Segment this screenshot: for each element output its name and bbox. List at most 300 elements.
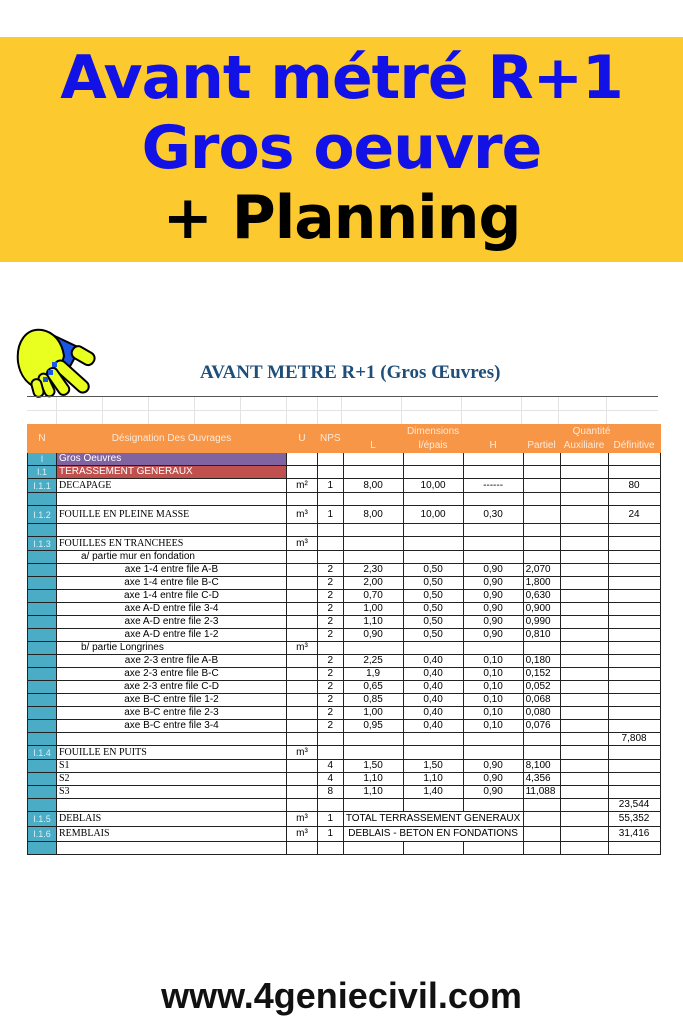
- cell-number: [28, 786, 57, 799]
- grid-line: [240, 397, 241, 424]
- cell-designation: TERASSEMENT GENERAUX: [57, 466, 287, 479]
- cell-width: 10,00: [403, 479, 463, 493]
- cell-definitive: [608, 681, 660, 694]
- cell-partiel: 0,152: [523, 668, 560, 681]
- cell-number: I.1.2: [28, 506, 57, 524]
- cell-length: [343, 453, 403, 466]
- grid-line: [461, 397, 462, 424]
- cell-auxiliaire: [560, 733, 608, 746]
- cell-nps: 2: [318, 681, 344, 694]
- cell-auxiliaire: [560, 681, 608, 694]
- cell-number: [28, 694, 57, 707]
- cell-number: I.1.4: [28, 746, 57, 760]
- cell-definitive: [608, 629, 660, 642]
- cell-partiel: [523, 733, 560, 746]
- cell-definitive: [608, 746, 660, 760]
- cell-designation: [57, 733, 287, 746]
- cell-nps: [318, 733, 344, 746]
- cell-definitive: 55,352: [608, 812, 660, 827]
- grid-line: [521, 397, 522, 424]
- table-row: [28, 842, 661, 855]
- sheet-title: AVANT METRE R+1 (Gros Œuvres): [200, 362, 501, 383]
- cell-height: ------: [463, 479, 523, 493]
- cell-partiel: 0,990: [523, 616, 560, 629]
- cell-length: 1,10: [343, 616, 403, 629]
- cell-designation: Gros Oeuvres: [57, 453, 287, 466]
- cell-definitive: [608, 616, 660, 629]
- cell-auxiliaire: [560, 493, 608, 506]
- cell-width: 0,50: [403, 629, 463, 642]
- cell-designation: [57, 524, 287, 537]
- cell-height: 0,90: [463, 577, 523, 590]
- cell-height: [463, 746, 523, 760]
- cell-definitive: [608, 760, 660, 773]
- cell-unit: [287, 799, 318, 812]
- cell-number: [28, 590, 57, 603]
- cell-width: [403, 642, 463, 655]
- cell-partiel: [523, 812, 560, 827]
- grid-line: [286, 397, 287, 424]
- metre-table: [27, 424, 661, 855]
- cell-nps: 1: [318, 506, 344, 524]
- cell-number: I: [28, 453, 57, 466]
- cell-auxiliaire: [560, 506, 608, 524]
- cell-number: [28, 524, 57, 537]
- cell-width: 0,50: [403, 564, 463, 577]
- cell-nps: [318, 524, 344, 537]
- cell-unit: [287, 694, 318, 707]
- cell-auxiliaire: [560, 707, 608, 720]
- cell-width: 0,40: [403, 681, 463, 694]
- cell-definitive: [608, 707, 660, 720]
- cell-unit: [287, 681, 318, 694]
- cell-unit: [287, 603, 318, 616]
- cell-designation: [57, 799, 287, 812]
- banner-title-line2: Gros oeuvre: [141, 113, 542, 183]
- cell-designation: axe A-D entre file 3-4: [57, 603, 287, 616]
- cell-height: 0,90: [463, 760, 523, 773]
- cell-unit: [287, 524, 318, 537]
- cell-height: 0,90: [463, 603, 523, 616]
- cell-number: [28, 733, 57, 746]
- table-row: [28, 812, 661, 827]
- table-row: [28, 668, 661, 681]
- cell-designation: axe A-D entre file 1-2: [57, 629, 287, 642]
- table-row: [28, 773, 661, 786]
- grid-line: [148, 397, 149, 424]
- table-row: [28, 655, 661, 668]
- cell-width: [403, 733, 463, 746]
- table-row: [28, 827, 661, 842]
- cell-number: [28, 773, 57, 786]
- header-definitive: Définitive: [608, 439, 660, 453]
- cell-width: 0,40: [403, 694, 463, 707]
- cell-number: [28, 681, 57, 694]
- cell-designation: axe B-C entre file 3-4: [57, 720, 287, 733]
- cell-nps: 2: [318, 707, 344, 720]
- cell-auxiliaire: [560, 786, 608, 799]
- cell-height: [463, 537, 523, 551]
- cell-height: [463, 524, 523, 537]
- grid-line: [317, 397, 318, 424]
- table-row: [28, 629, 661, 642]
- table-row: [28, 746, 661, 760]
- cell-length: [343, 799, 403, 812]
- table-row: [28, 453, 661, 466]
- cell-nps: 2: [318, 577, 344, 590]
- cell-auxiliaire: [560, 479, 608, 493]
- cell-height: [463, 842, 523, 855]
- cell-height: [463, 493, 523, 506]
- cell-definitive: 31,416: [608, 827, 660, 842]
- cell-designation: axe B-C entre file 2-3: [57, 707, 287, 720]
- cell-auxiliaire: [560, 827, 608, 842]
- cell-width: 1,10: [403, 773, 463, 786]
- cell-partiel: 0,052: [523, 681, 560, 694]
- cell-nps: [318, 537, 344, 551]
- table-row: [28, 577, 661, 590]
- cell-length: 0,90: [343, 629, 403, 642]
- cell-length: 2,25: [343, 655, 403, 668]
- cell-number: I.1.6: [28, 827, 57, 842]
- cell-partiel: 0,900: [523, 603, 560, 616]
- cell-height: 0,90: [463, 786, 523, 799]
- cell-designation: axe A-D entre file 2-3: [57, 616, 287, 629]
- cell-width: 0,40: [403, 668, 463, 681]
- cell-auxiliaire: [560, 453, 608, 466]
- cell-partiel: 1,800: [523, 577, 560, 590]
- cell-nps: 4: [318, 773, 344, 786]
- cell-length: [343, 746, 403, 760]
- table-row: [28, 720, 661, 733]
- table-row: [28, 786, 661, 799]
- cell-auxiliaire: [560, 616, 608, 629]
- grid-line: [341, 397, 342, 424]
- cell-definitive: 80: [608, 479, 660, 493]
- cell-designation: axe 2-3 entre file C-D: [57, 681, 287, 694]
- header-partiel: Partiel: [523, 439, 560, 453]
- cell-designation: DEBLAIS: [57, 812, 287, 827]
- cell-height: 0,30: [463, 506, 523, 524]
- cell-number: [28, 707, 57, 720]
- header-nps: NPS: [318, 425, 344, 453]
- cell-partiel: [523, 537, 560, 551]
- cell-unit: [287, 668, 318, 681]
- cell-height: 0,90: [463, 773, 523, 786]
- cell-number: I.1.1: [28, 479, 57, 493]
- cell-partiel: 4,356: [523, 773, 560, 786]
- cell-height: [463, 733, 523, 746]
- cell-width: 0,50: [403, 590, 463, 603]
- cell-unit: [287, 551, 318, 564]
- cell-designation: axe B-C entre file 1-2: [57, 694, 287, 707]
- cell-auxiliaire: [560, 773, 608, 786]
- cell-unit: [287, 466, 318, 479]
- cell-number: I.1.3: [28, 537, 57, 551]
- cell-designation: [57, 493, 287, 506]
- cell-height: 0,10: [463, 720, 523, 733]
- cell-unit: m³: [287, 537, 318, 551]
- pointing-hand-icon: [12, 322, 117, 400]
- cell-merged-note: TOTAL TERRASSEMENT GENERAUX: [343, 812, 523, 827]
- cell-nps: 2: [318, 655, 344, 668]
- cell-definitive: [608, 642, 660, 655]
- table-row: [28, 694, 661, 707]
- cell-length: 8,00: [343, 479, 403, 493]
- grid-line: [102, 397, 103, 424]
- cell-nps: 4: [318, 760, 344, 773]
- cell-partiel: 0,180: [523, 655, 560, 668]
- cell-nps: 2: [318, 616, 344, 629]
- cell-definitive: [608, 466, 660, 479]
- cell-designation: REMBLAIS: [57, 827, 287, 842]
- cell-length: 1,10: [343, 786, 403, 799]
- cell-designation: b/ partie Longrines: [57, 642, 287, 655]
- cell-auxiliaire: [560, 842, 608, 855]
- header-length: L: [343, 439, 403, 453]
- cell-definitive: 7,808: [608, 733, 660, 746]
- cell-height: [463, 551, 523, 564]
- cell-definitive: [608, 551, 660, 564]
- cell-unit: [287, 720, 318, 733]
- cell-number: [28, 629, 57, 642]
- table-row: [28, 537, 661, 551]
- cell-definitive: [608, 453, 660, 466]
- cell-partiel: [523, 524, 560, 537]
- cell-length: 8,00: [343, 506, 403, 524]
- table-row: [28, 493, 661, 506]
- cell-designation: DECAPAGE: [57, 479, 287, 493]
- cell-length: 1,50: [343, 760, 403, 773]
- grid-line: [558, 397, 559, 424]
- cell-height: 0,90: [463, 564, 523, 577]
- cell-definitive: [608, 694, 660, 707]
- cell-length: 1,10: [343, 773, 403, 786]
- cell-width: 0,50: [403, 577, 463, 590]
- cell-partiel: [523, 453, 560, 466]
- cell-height: 0,10: [463, 681, 523, 694]
- cell-width: 1,50: [403, 760, 463, 773]
- cell-unit: [287, 786, 318, 799]
- cell-width: [403, 453, 463, 466]
- cell-partiel: [523, 799, 560, 812]
- cell-definitive: [608, 603, 660, 616]
- cell-definitive: [608, 590, 660, 603]
- cell-designation: axe 1-4 entre file A-B: [57, 564, 287, 577]
- grid-line: [56, 397, 57, 424]
- cell-length: [343, 493, 403, 506]
- cell-height: 0,10: [463, 707, 523, 720]
- cell-unit: [287, 773, 318, 786]
- cell-partiel: [523, 746, 560, 760]
- cell-definitive: [608, 668, 660, 681]
- cell-auxiliaire: [560, 746, 608, 760]
- cell-width: 0,50: [403, 603, 463, 616]
- cell-unit: [287, 453, 318, 466]
- cell-unit: m³: [287, 642, 318, 655]
- cell-length: 2,00: [343, 577, 403, 590]
- cell-height: 0,90: [463, 629, 523, 642]
- cell-width: 0,40: [403, 655, 463, 668]
- cell-number: [28, 799, 57, 812]
- cell-nps: [318, 799, 344, 812]
- cell-designation: axe 2-3 entre file B-C: [57, 668, 287, 681]
- cell-unit: m²: [287, 479, 318, 493]
- cell-width: [403, 842, 463, 855]
- table-row: [28, 760, 661, 773]
- header-unit: U: [287, 425, 318, 453]
- table-row: [28, 479, 661, 493]
- cell-auxiliaire: [560, 564, 608, 577]
- cell-nps: 1: [318, 827, 344, 842]
- cell-unit: m³: [287, 746, 318, 760]
- cell-number: [28, 655, 57, 668]
- cell-unit: m³: [287, 827, 318, 842]
- cell-designation: axe 1-4 entre file B-C: [57, 577, 287, 590]
- cell-number: [28, 668, 57, 681]
- cell-length: 0,95: [343, 720, 403, 733]
- cell-unit: [287, 842, 318, 855]
- cell-nps: [318, 453, 344, 466]
- cell-unit: [287, 564, 318, 577]
- cell-partiel: 0,810: [523, 629, 560, 642]
- cell-designation: [57, 842, 287, 855]
- header-designation: Désignation Des Ouvrages: [57, 425, 287, 453]
- cell-designation: axe 1-4 entre file C-D: [57, 590, 287, 603]
- cell-nps: [318, 466, 344, 479]
- banner-title-line1: Avant métré R+1: [60, 43, 623, 113]
- table-row: [28, 616, 661, 629]
- cell-partiel: [523, 466, 560, 479]
- cell-definitive: [608, 773, 660, 786]
- cell-partiel: 0,630: [523, 590, 560, 603]
- cell-number: [28, 493, 57, 506]
- table-row: [28, 733, 661, 746]
- cell-partiel: 8,100: [523, 760, 560, 773]
- cell-length: 0,85: [343, 694, 403, 707]
- cell-number: [28, 720, 57, 733]
- grid-line: [27, 410, 658, 411]
- cell-number: [28, 642, 57, 655]
- cell-partiel: [523, 842, 560, 855]
- cell-number: [28, 551, 57, 564]
- cell-height: [463, 799, 523, 812]
- table-row: [28, 524, 661, 537]
- cell-designation: FOUILLE EN PLEINE MASSE: [57, 506, 287, 524]
- cell-nps: 2: [318, 694, 344, 707]
- cell-auxiliaire: [560, 466, 608, 479]
- cell-number: [28, 564, 57, 577]
- cell-definitive: 23,544: [608, 799, 660, 812]
- cell-auxiliaire: [560, 720, 608, 733]
- cell-nps: 2: [318, 590, 344, 603]
- cell-auxiliaire: [560, 577, 608, 590]
- header-width: l/épais: [403, 439, 463, 453]
- cell-designation: FOUILLES EN TRANCHEES: [57, 537, 287, 551]
- cell-unit: m³: [287, 506, 318, 524]
- cell-length: 2,30: [343, 564, 403, 577]
- cell-definitive: [608, 537, 660, 551]
- cell-width: [403, 466, 463, 479]
- cell-length: [343, 642, 403, 655]
- cell-unit: [287, 577, 318, 590]
- cell-partiel: [523, 493, 560, 506]
- cell-number: [28, 577, 57, 590]
- cell-partiel: 0,076: [523, 720, 560, 733]
- cell-nps: [318, 551, 344, 564]
- cell-nps: 2: [318, 629, 344, 642]
- grid-line: [606, 397, 607, 424]
- cell-number: [28, 842, 57, 855]
- cell-partiel: 2,070: [523, 564, 560, 577]
- cell-width: 0,50: [403, 616, 463, 629]
- cell-merged-note: DEBLAIS - BETON EN FONDATIONS: [343, 827, 523, 842]
- cell-nps: 2: [318, 720, 344, 733]
- cell-width: [403, 537, 463, 551]
- cell-definitive: [608, 577, 660, 590]
- table-row: [28, 681, 661, 694]
- website-url: www.4geniecivil.com: [161, 975, 522, 1016]
- cell-nps: 1: [318, 812, 344, 827]
- cell-height: [463, 642, 523, 655]
- cell-auxiliaire: [560, 551, 608, 564]
- cell-auxiliaire: [560, 799, 608, 812]
- cell-auxiliaire: [560, 694, 608, 707]
- cell-definitive: [608, 655, 660, 668]
- header-dimensions: Dimensions: [343, 425, 523, 439]
- cell-length: [343, 551, 403, 564]
- table-row: [28, 564, 661, 577]
- cell-height: [463, 466, 523, 479]
- cell-designation: S2: [57, 773, 287, 786]
- cell-designation: a/ partie mur en fondation: [57, 551, 287, 564]
- header-quantite: Quantité: [523, 425, 660, 439]
- cell-unit: [287, 629, 318, 642]
- cell-nps: 2: [318, 668, 344, 681]
- cell-height: 0,90: [463, 616, 523, 629]
- cell-unit: [287, 733, 318, 746]
- cell-auxiliaire: [560, 642, 608, 655]
- cell-partiel: [523, 642, 560, 655]
- table-row: [28, 603, 661, 616]
- cell-definitive: [608, 524, 660, 537]
- cell-partiel: 0,068: [523, 694, 560, 707]
- cell-auxiliaire: [560, 812, 608, 827]
- cell-designation: S1: [57, 760, 287, 773]
- cell-definitive: [608, 720, 660, 733]
- cell-nps: 8: [318, 786, 344, 799]
- cell-nps: [318, 746, 344, 760]
- cell-auxiliaire: [560, 590, 608, 603]
- cell-partiel: [523, 506, 560, 524]
- cell-length: 1,00: [343, 707, 403, 720]
- cell-definitive: [608, 564, 660, 577]
- header-n: N: [28, 425, 57, 453]
- table-row: [28, 551, 661, 564]
- cell-nps: [318, 642, 344, 655]
- cell-auxiliaire: [560, 655, 608, 668]
- table-row: [28, 642, 661, 655]
- table-row: [28, 506, 661, 524]
- cell-unit: [287, 760, 318, 773]
- cell-designation: FOUILLE EN PUITS: [57, 746, 287, 760]
- table-row: [28, 590, 661, 603]
- cell-number: [28, 616, 57, 629]
- cell-width: [403, 551, 463, 564]
- cell-width: [403, 493, 463, 506]
- header-auxiliaire: Auxiliaire: [560, 439, 608, 453]
- cell-width: 0,40: [403, 720, 463, 733]
